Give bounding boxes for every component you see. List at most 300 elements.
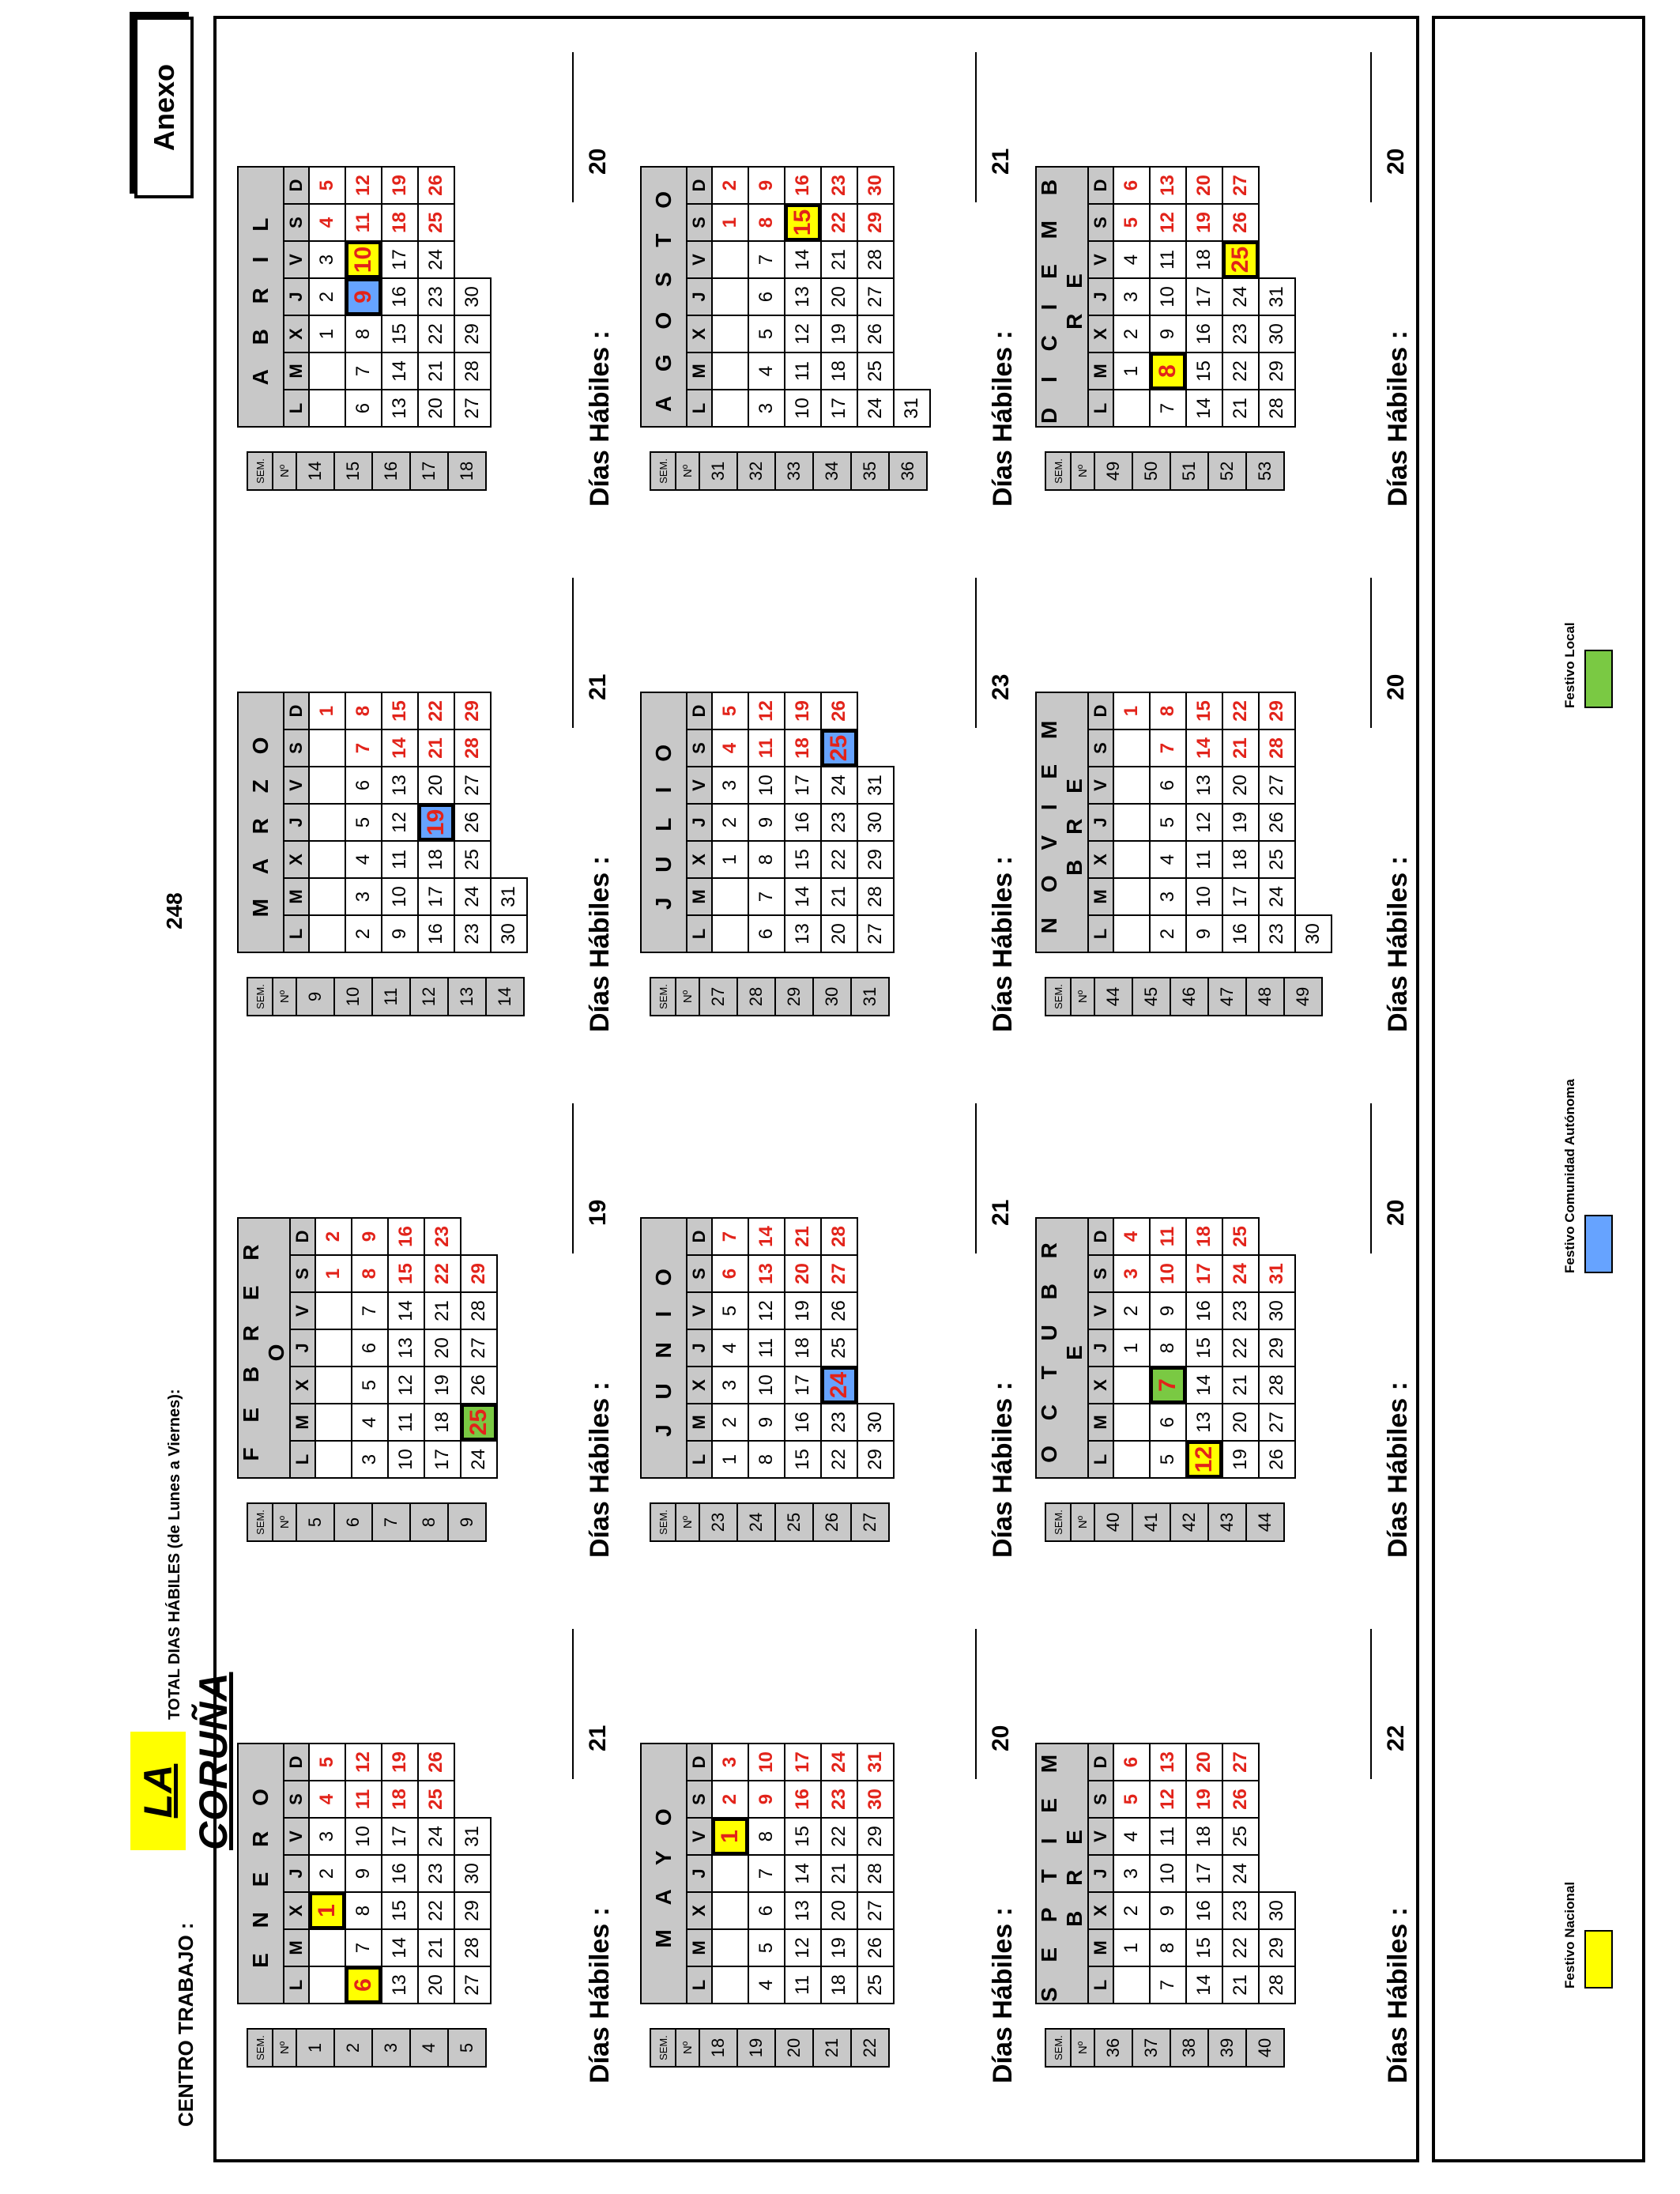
day-cell: 2 — [315, 1218, 352, 1255]
sem-header: SEM. — [247, 2029, 273, 2067]
day-cell: 2 — [712, 167, 748, 204]
blank-cell — [309, 878, 345, 915]
dias-habiles-value: 21 — [585, 673, 611, 700]
day-cell: 3 — [309, 241, 345, 278]
day-cell: 6 — [712, 1255, 748, 1292]
holiday-cell-nac: 8 — [1150, 352, 1186, 390]
day-cell: 11 — [382, 841, 418, 878]
week-number: 52 — [1208, 452, 1246, 490]
month-title: F E B R E R O — [238, 1218, 290, 1478]
num-header: Nº — [1071, 452, 1094, 490]
weekday-header: S — [1088, 1255, 1113, 1292]
day-cell: 6 — [352, 1329, 388, 1367]
day-cell: 28 — [857, 241, 894, 278]
num-header: Nº — [273, 452, 296, 490]
week-number: 7 — [372, 1503, 410, 1541]
day-cell: 30 — [1259, 1892, 1295, 1929]
day-cell: 2 — [1113, 1892, 1150, 1929]
weekday-header: M — [687, 1929, 712, 1966]
day-cell: 5 — [345, 804, 382, 841]
day-cell: 28 — [857, 878, 894, 915]
dias-habiles-value: 21 — [585, 1725, 611, 1751]
blank-cell — [309, 841, 345, 878]
blank-cell — [712, 352, 748, 390]
day-cell: 27 — [454, 767, 491, 804]
annex-box: Anexo — [134, 17, 194, 198]
dias-habiles-label: Días Hábiles : — [585, 1382, 615, 1558]
weekday-header: M — [687, 352, 712, 390]
empty-cell — [1259, 241, 1295, 278]
day-cell: 9 — [352, 1218, 388, 1255]
empty-cell — [1295, 804, 1332, 841]
num-header: Nº — [273, 978, 296, 1016]
day-cell: 29 — [1259, 692, 1295, 729]
day-cell: 19 — [382, 1744, 418, 1781]
day-cell: 4 — [712, 729, 748, 767]
day-cell: 13 — [1186, 1404, 1222, 1441]
dias-habiles-value: 21 — [988, 1199, 1014, 1226]
day-cell: 16 — [785, 1404, 821, 1441]
day-cell: 5 — [1113, 1781, 1150, 1818]
empty-cell — [454, 204, 491, 241]
week-number: 45 — [1132, 978, 1170, 1016]
blank-cell — [712, 390, 748, 427]
month-title: J U L I O — [641, 692, 687, 952]
week-number: 14 — [296, 452, 334, 490]
day-cell: 5 — [748, 1929, 785, 1966]
day-cell: 1 — [315, 1255, 352, 1292]
day-cell: 3 — [712, 767, 748, 804]
empty-cell — [454, 1744, 491, 1781]
legend-local-label: Festivo Local — [1562, 622, 1577, 708]
day-cell: 4 — [1113, 241, 1150, 278]
day-cell: 4 — [1113, 1218, 1150, 1255]
day-cell: 24 — [1222, 1255, 1259, 1292]
dias-habiles — [980, 1641, 1027, 2083]
day-cell: 22 — [1222, 692, 1259, 729]
day-cell: 7 — [345, 352, 382, 390]
day-cell: 14 — [382, 1929, 418, 1966]
weekday-header: J — [284, 804, 309, 841]
day-cell: 23 — [418, 278, 454, 315]
month-calendar — [237, 166, 492, 428]
day-cell: 18 — [1186, 1818, 1222, 1855]
month-title: O C T U B R E — [1036, 1218, 1088, 1478]
week-number: 46 — [1170, 978, 1208, 1016]
week-number: 47 — [1208, 978, 1246, 1016]
blank-cell — [712, 1966, 748, 2004]
day-cell: 3 — [1150, 878, 1186, 915]
day-cell: 3 — [1113, 278, 1150, 315]
empty-cell — [1259, 167, 1295, 204]
day-cell: 7 — [345, 729, 382, 767]
dias-habiles-value: 22 — [1383, 1725, 1409, 1751]
day-cell: 11 — [345, 1781, 382, 1818]
weekday-header: L — [290, 1441, 315, 1478]
blank-cell — [315, 1292, 352, 1329]
day-cell: 22 — [821, 204, 857, 241]
day-cell: 24 — [418, 241, 454, 278]
day-cell: 17 — [382, 1818, 418, 1855]
day-cell: 18 — [418, 841, 454, 878]
week-number: 25 — [775, 1503, 813, 1541]
day-cell: 12 — [345, 1744, 382, 1781]
day-cell: 20 — [821, 915, 857, 952]
holiday-cell-nac: 1 — [712, 1818, 748, 1855]
empty-cell — [894, 204, 930, 241]
day-cell: 9 — [748, 167, 785, 204]
day-cell: 2 — [345, 915, 382, 952]
day-cell: 3 — [345, 878, 382, 915]
total-dias-value: 248 — [162, 892, 186, 929]
empty-cell — [857, 1218, 894, 1255]
day-cell: 30 — [857, 1781, 894, 1818]
week-number: 18 — [448, 452, 486, 490]
week-number: 31 — [699, 452, 737, 490]
weekday-header: X — [1088, 1367, 1113, 1404]
week-number: 32 — [737, 452, 775, 490]
day-cell: 5 — [1150, 804, 1186, 841]
blank-cell — [1113, 390, 1150, 427]
weekday-header: X — [284, 315, 309, 352]
weekday-header: J — [284, 1855, 309, 1892]
weekday-header: J — [687, 804, 712, 841]
day-cell: 12 — [748, 1292, 785, 1329]
empty-cell — [1259, 1781, 1295, 1818]
weekday-header: D — [284, 692, 309, 729]
empty-cell — [1259, 1744, 1295, 1781]
week-number: 31 — [851, 978, 889, 1016]
month-calendar — [640, 1743, 895, 2004]
day-cell: 28 — [1259, 1367, 1295, 1404]
day-cell: 4 — [352, 1404, 388, 1441]
day-cell: 16 — [1222, 915, 1259, 952]
month-calendar — [640, 1217, 895, 1479]
week-number: 15 — [334, 452, 372, 490]
weekday-header: D — [687, 1218, 712, 1255]
weekday-header: M — [1088, 878, 1113, 915]
empty-cell — [491, 804, 527, 841]
week-number: 21 — [813, 2029, 851, 2067]
day-cell: 8 — [1150, 1929, 1186, 1966]
day-cell: 3 — [352, 1441, 388, 1478]
week-number: 44 — [1246, 1503, 1284, 1541]
dias-habiles-label: Días Hábiles : — [1383, 1382, 1413, 1558]
week-number-column — [650, 451, 928, 491]
day-cell: 15 — [382, 1892, 418, 1929]
day-cell: 9 — [1150, 1892, 1186, 1929]
weekday-header: V — [1088, 1292, 1113, 1329]
day-cell: 15 — [1186, 1929, 1222, 1966]
day-cell: 3 — [748, 390, 785, 427]
day-cell: 15 — [1186, 352, 1222, 390]
week-number-column — [247, 2028, 487, 2068]
month-title: D I C I E M B R E — [1036, 167, 1088, 427]
day-cell: 22 — [1222, 1329, 1259, 1367]
week-number: 36 — [1094, 2029, 1132, 2067]
day-cell: 17 — [1186, 1855, 1222, 1892]
weekday-header: D — [687, 167, 712, 204]
day-cell: 9 — [382, 915, 418, 952]
day-cell: 7 — [352, 1292, 388, 1329]
weekday-header: M — [687, 878, 712, 915]
day-cell: 6 — [1113, 1744, 1150, 1781]
day-cell: 13 — [1150, 167, 1186, 204]
blank-cell — [1113, 1367, 1150, 1404]
blank-cell — [315, 1404, 352, 1441]
day-cell: 8 — [352, 1255, 388, 1292]
day-cell: 24 — [461, 1441, 497, 1478]
week-number: 27 — [699, 978, 737, 1016]
day-cell: 16 — [1186, 315, 1222, 352]
day-cell: 26 — [1222, 1781, 1259, 1818]
day-cell: 30 — [857, 804, 894, 841]
week-number: 40 — [1246, 2029, 1284, 2067]
blank-cell — [712, 1892, 748, 1929]
dias-habiles-line — [572, 1629, 574, 1779]
day-cell: 24 — [857, 390, 894, 427]
weekday-header: V — [1088, 241, 1113, 278]
weekday-header: M — [290, 1404, 315, 1441]
day-cell: 1 — [1113, 1929, 1150, 1966]
weekday-header: S — [290, 1255, 315, 1292]
day-cell: 21 — [418, 352, 454, 390]
day-cell: 17 — [418, 878, 454, 915]
day-cell: 17 — [785, 1744, 821, 1781]
day-cell: 2 — [712, 1404, 748, 1441]
day-cell: 13 — [748, 1255, 785, 1292]
day-cell: 28 — [1259, 1966, 1295, 2004]
week-number: 35 — [851, 452, 889, 490]
day-cell: 25 — [1222, 1818, 1259, 1855]
empty-cell — [1295, 729, 1332, 767]
day-cell: 27 — [857, 278, 894, 315]
day-cell: 26 — [821, 692, 857, 729]
day-cell: 7 — [1150, 1966, 1186, 2004]
day-cell: 17 — [1222, 878, 1259, 915]
week-number: 34 — [813, 452, 851, 490]
day-cell: 17 — [424, 1441, 461, 1478]
day-cell: 7 — [748, 878, 785, 915]
day-cell: 1 — [712, 204, 748, 241]
day-cell: 13 — [382, 1966, 418, 2004]
day-cell: 10 — [1150, 278, 1186, 315]
day-cell: 28 — [821, 1218, 857, 1255]
day-cell: 24 — [821, 1744, 857, 1781]
holiday-cell-aut: 19 — [418, 804, 454, 841]
dias-habiles-line — [975, 52, 977, 202]
day-cell: 2 — [1113, 315, 1150, 352]
day-cell: 22 — [821, 1818, 857, 1855]
sem-header: SEM. — [1045, 452, 1071, 490]
day-cell: 14 — [748, 1218, 785, 1255]
empty-cell — [491, 767, 527, 804]
empty-cell — [894, 278, 930, 315]
day-cell: 13 — [382, 767, 418, 804]
week-number: 22 — [851, 2029, 889, 2067]
week-number: 18 — [699, 2029, 737, 2067]
day-cell: 20 — [821, 1892, 857, 1929]
day-cell: 2 — [309, 278, 345, 315]
weekday-header: J — [1088, 1329, 1113, 1367]
day-cell: 25 — [418, 204, 454, 241]
sem-header: SEM. — [1045, 2029, 1071, 2067]
month-title: N O V I E M B R E — [1036, 692, 1088, 952]
header — [32, 16, 235, 2162]
weekday-header: V — [284, 767, 309, 804]
week-number: 5 — [296, 1503, 334, 1541]
day-cell: 6 — [748, 915, 785, 952]
day-cell: 12 — [1186, 804, 1222, 841]
weekday-header: S — [687, 204, 712, 241]
day-cell: 25 — [1222, 1218, 1259, 1255]
day-cell: 14 — [382, 352, 418, 390]
week-number: 26 — [813, 1503, 851, 1541]
day-cell: 3 — [712, 1744, 748, 1781]
empty-cell — [857, 729, 894, 767]
day-cell: 12 — [388, 1367, 424, 1404]
week-number: 17 — [410, 452, 448, 490]
blank-cell — [309, 767, 345, 804]
num-header: Nº — [1071, 978, 1094, 1016]
day-cell: 27 — [821, 1255, 857, 1292]
empty-cell — [1295, 841, 1332, 878]
blank-cell — [309, 390, 345, 427]
day-cell: 27 — [857, 915, 894, 952]
day-cell: 14 — [1186, 390, 1222, 427]
day-cell: 18 — [821, 1966, 857, 2004]
month-calendar — [640, 166, 931, 428]
day-cell: 5 — [1150, 1441, 1186, 1478]
week-number: 37 — [1132, 2029, 1170, 2067]
day-cell: 27 — [857, 1892, 894, 1929]
day-cell: 1 — [712, 841, 748, 878]
blank-cell — [712, 878, 748, 915]
week-number: 2 — [334, 2029, 372, 2067]
dias-habiles-value: 20 — [1383, 673, 1409, 700]
dias-habiles-line — [975, 1103, 977, 1253]
empty-cell — [894, 167, 930, 204]
holiday-cell-nac: 10 — [345, 241, 382, 278]
sem-header: SEM. — [650, 1503, 676, 1541]
weekday-header: J — [687, 278, 712, 315]
sem-header: SEM. — [1045, 978, 1071, 1016]
week-number: 24 — [737, 1503, 775, 1541]
day-cell: 26 — [454, 804, 491, 841]
day-cell: 4 — [309, 204, 345, 241]
dias-habiles-label: Días Hábiles : — [988, 1907, 1018, 2083]
dias-habiles-label: Días Hábiles : — [988, 330, 1018, 507]
day-cell: 1 — [1113, 1329, 1150, 1367]
weekday-header: L — [687, 390, 712, 427]
blank-cell — [1113, 1441, 1150, 1478]
day-cell: 18 — [1186, 241, 1222, 278]
empty-cell — [454, 241, 491, 278]
weekday-header: J — [290, 1329, 315, 1367]
weekday-header: L — [1088, 390, 1113, 427]
day-cell: 5 — [748, 315, 785, 352]
day-cell: 5 — [352, 1367, 388, 1404]
num-header: Nº — [273, 1503, 296, 1541]
day-cell: 8 — [345, 692, 382, 729]
weekday-header: L — [1088, 1966, 1113, 2004]
dias-habiles — [1375, 64, 1422, 507]
dias-habiles-value: 20 — [1383, 148, 1409, 175]
holiday-cell-nac: 1 — [309, 1892, 345, 1929]
week-number: 3 — [372, 2029, 410, 2067]
blank-cell — [309, 352, 345, 390]
weekday-header: X — [284, 841, 309, 878]
day-cell: 14 — [785, 241, 821, 278]
week-number: 27 — [851, 1503, 889, 1541]
day-cell: 15 — [382, 692, 418, 729]
day-cell: 12 — [785, 1929, 821, 1966]
day-cell: 7 — [712, 1218, 748, 1255]
day-cell: 13 — [382, 390, 418, 427]
day-cell: 9 — [1150, 1292, 1186, 1329]
day-cell: 11 — [748, 1329, 785, 1367]
day-cell: 25 — [1259, 841, 1295, 878]
week-number-column — [1045, 2028, 1285, 2068]
weekday-header: S — [1088, 729, 1113, 767]
holiday-cell-nac: 15 — [785, 204, 821, 241]
day-cell: 19 — [382, 167, 418, 204]
day-cell: 2 — [712, 1781, 748, 1818]
day-cell: 4 — [748, 1966, 785, 2004]
day-cell: 1 — [309, 315, 345, 352]
num-header: Nº — [1071, 2029, 1094, 2067]
day-cell: 27 — [454, 390, 491, 427]
sem-header: SEM. — [650, 2029, 676, 2067]
weekday-header: M — [1088, 352, 1113, 390]
weekday-header: V — [687, 1292, 712, 1329]
weekday-header: S — [1088, 204, 1113, 241]
day-cell: 12 — [1150, 1781, 1186, 1818]
holiday-cell-nac: 12 — [1186, 1441, 1222, 1478]
day-cell: 3 — [1113, 1255, 1150, 1292]
weekday-header: V — [284, 241, 309, 278]
dias-habiles-label: Días Hábiles : — [1383, 1907, 1413, 2083]
day-cell: 15 — [785, 1818, 821, 1855]
day-cell: 8 — [748, 204, 785, 241]
dias-habiles-value: 23 — [988, 673, 1014, 700]
day-cell: 17 — [821, 390, 857, 427]
day-cell: 11 — [345, 204, 382, 241]
dias-habiles — [577, 1641, 624, 2083]
month-9 — [1035, 1099, 1541, 1574]
empty-cell — [857, 1329, 894, 1367]
day-cell: 6 — [345, 390, 382, 427]
week-number-column — [247, 977, 525, 1016]
num-header: Nº — [676, 452, 699, 490]
day-cell: 23 — [424, 1218, 461, 1255]
dias-habiles — [577, 590, 624, 1032]
day-cell: 13 — [388, 1329, 424, 1367]
day-cell: 21 — [1222, 1966, 1259, 2004]
weekday-header: V — [687, 1818, 712, 1855]
day-cell: 19 — [821, 315, 857, 352]
day-cell: 6 — [345, 767, 382, 804]
sem-header: SEM. — [1045, 1503, 1071, 1541]
day-cell: 24 — [1222, 278, 1259, 315]
day-cell: 7 — [748, 1855, 785, 1892]
day-cell: 23 — [418, 1855, 454, 1892]
empty-cell — [1259, 1218, 1295, 1255]
week-number: 8 — [410, 1503, 448, 1541]
week-number: 53 — [1246, 452, 1284, 490]
blank-cell — [309, 804, 345, 841]
day-cell: 9 — [345, 1855, 382, 1892]
